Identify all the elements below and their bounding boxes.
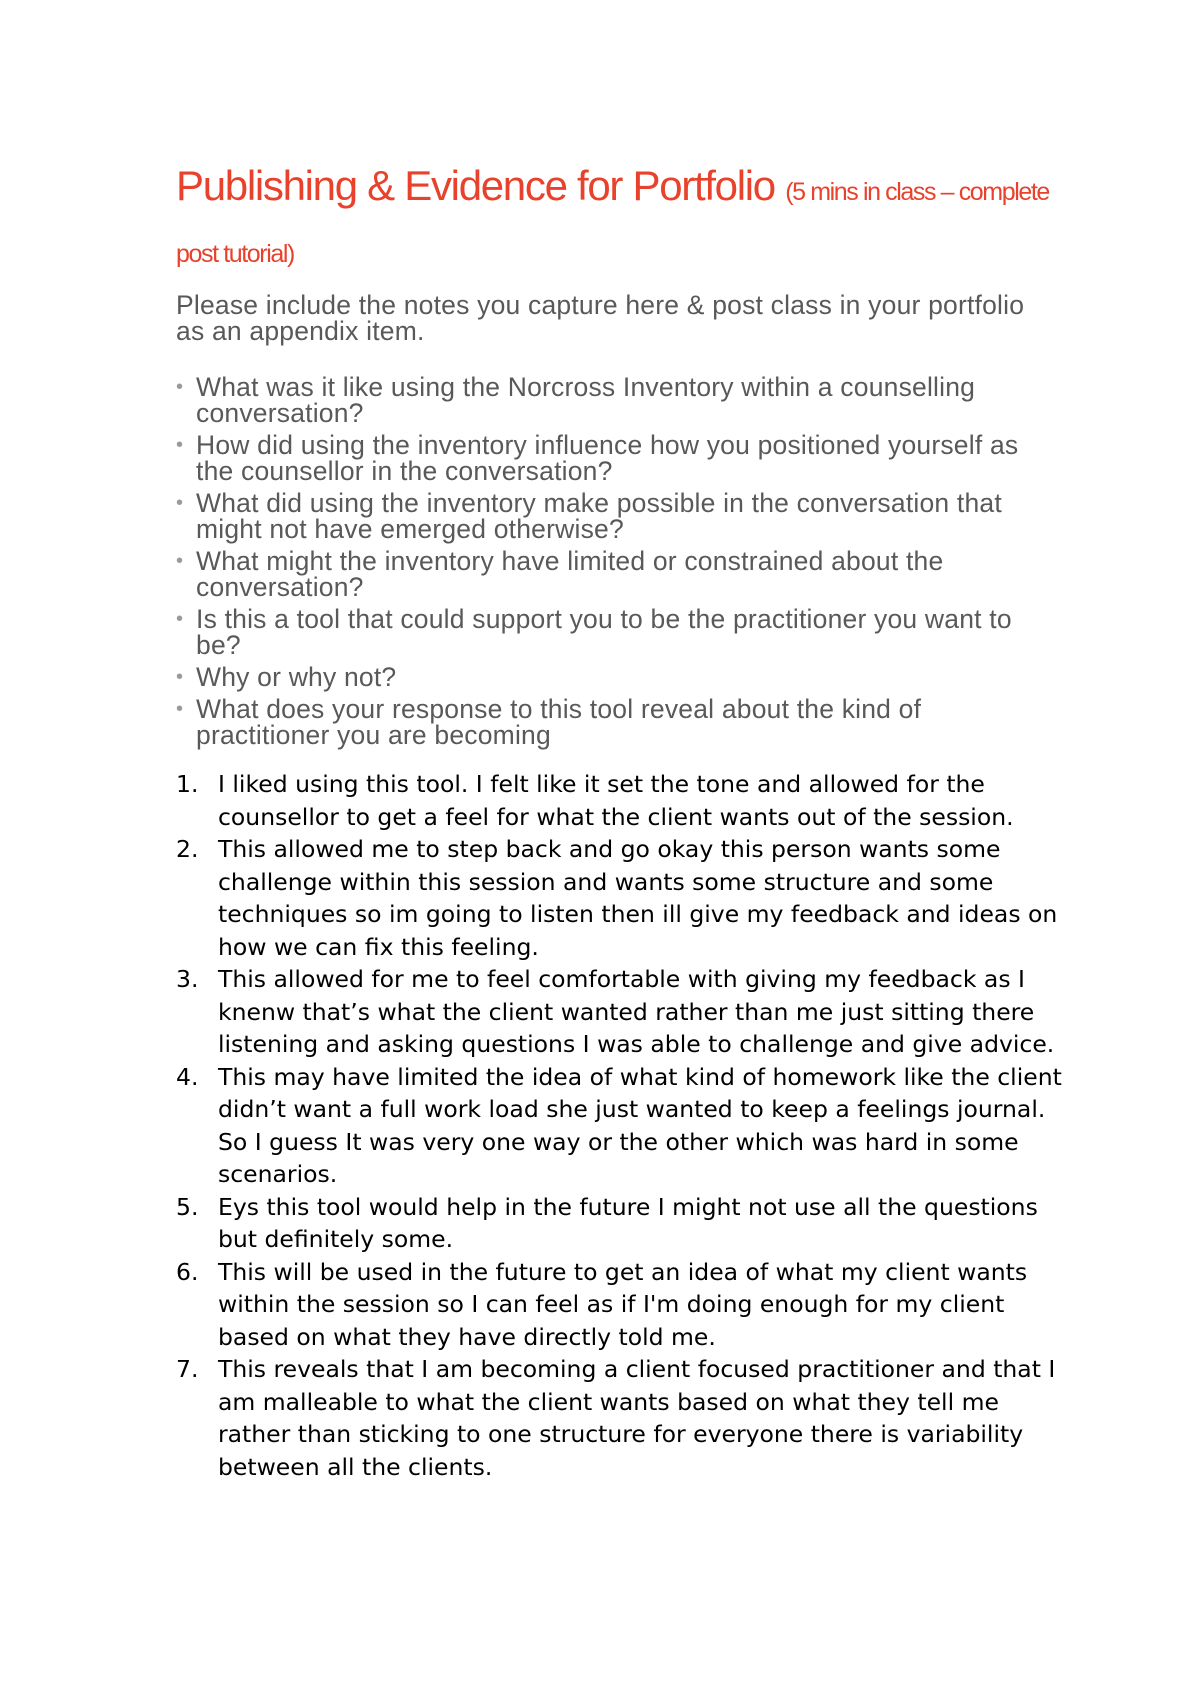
answers-list: [176, 768, 1076, 1483]
answer-text: This may have limited the idea of what kind of homework like the client didn’t want a full work load she just wanted to keep a feelings journal. So I guess It was very one way or the other which was hard in some scenarios.: [218, 1062, 1062, 1188]
answer-item: [176, 1191, 1076, 1256]
reflection-question: [176, 374, 1056, 426]
bullet-icon: •: [176, 376, 184, 398]
answer-text: This reveals that I am becoming a client focused practitioner and that I am malleable to what the client wants based on what they tell me rather than sticking to one structure for everyone there is variability between all the clients.: [218, 1355, 1056, 1481]
answer-item: [176, 833, 1076, 963]
reflection-question-text: How did using the inventory influence how you positioned yourself as the counsellor in the conversation?: [196, 430, 1019, 486]
slide-title-subtitle: (5 mins in class – complete post tutorial): [176, 178, 1049, 268]
reflection-question-text: What was it like using the Norcross Inventory within a counselling conversation?: [196, 372, 976, 428]
answer-item: [176, 963, 1076, 1061]
answer-number: 2.: [176, 835, 199, 863]
answer-text: This allowed me to step back and go okay this person wants some challenge within this session and wants some structure and some techniques so im going to listen then ill give my feedback and ideas on how we can fix this feeling.: [218, 835, 1058, 961]
reflection-question: [176, 490, 1056, 542]
reflection-question-text: What might the inventory have limited or constrained about the conversation?: [196, 546, 944, 602]
reflection-question: [176, 548, 1056, 600]
bullet-icon: •: [176, 608, 184, 630]
answer-number: 3.: [176, 965, 199, 993]
answer-item: [176, 1353, 1076, 1483]
answer-number: 7.: [176, 1355, 199, 1383]
reflection-question: [176, 432, 1056, 484]
answer-item: [176, 768, 1076, 833]
slide-image: [176, 158, 1056, 754]
answer-text: Eys this tool would help in the future I might not use all the questions but definitely some.: [218, 1192, 1038, 1253]
reflection-question-text: Is this a tool that could support you to be the practitioner you want to be?: [196, 604, 1012, 660]
answer-number: 1.: [176, 770, 199, 798]
answer-item: [176, 1256, 1076, 1354]
reflection-questions-list: [176, 374, 1056, 748]
bullet-icon: •: [176, 492, 184, 514]
answer-text: I liked using this tool. I felt like it set the tone and allowed for the counsellor to get a feel for what the client wants out of the session.: [218, 770, 1014, 831]
answer-text: This will be used in the future to get an idea of what my client wants within the session so I can feel as if I'm doing enough for my client based on what they have directly told me.: [218, 1257, 1028, 1351]
bullet-icon: •: [176, 698, 184, 720]
bullet-icon: •: [176, 550, 184, 572]
bullet-icon: •: [176, 434, 184, 456]
reflection-question-text: What does your response to this tool reveal about the kind of practitioner you are becoming: [196, 694, 922, 750]
reflection-question-text: Why or why not?: [196, 662, 397, 692]
answer-item: [176, 1061, 1076, 1191]
reflection-question: [176, 696, 1056, 748]
answer-number: 5.: [176, 1192, 199, 1221]
bullet-icon: •: [176, 666, 184, 688]
reflection-question-text: What did using the inventory make possible in the conversation that might not have emerged otherwise?: [196, 488, 1002, 544]
slide-title-main: Publishing & Evidence for Portfolio: [176, 162, 786, 209]
answer-number: 6.: [176, 1257, 199, 1286]
answer-number: 4.: [176, 1062, 199, 1091]
reflection-question: [176, 606, 1056, 658]
answer-text: This allowed for me to feel comfortable with giving my feedback as I knenw that’s what the client wanted rather than me just sitting there listening and asking questions I was able to challenge and give advice.: [218, 965, 1055, 1058]
slide-intro-text: Please include the notes you capture here & post class in your portfolio as an appendix item.: [176, 290, 1025, 346]
reflection-question: [176, 664, 1056, 690]
slide-title: [176, 158, 1056, 282]
